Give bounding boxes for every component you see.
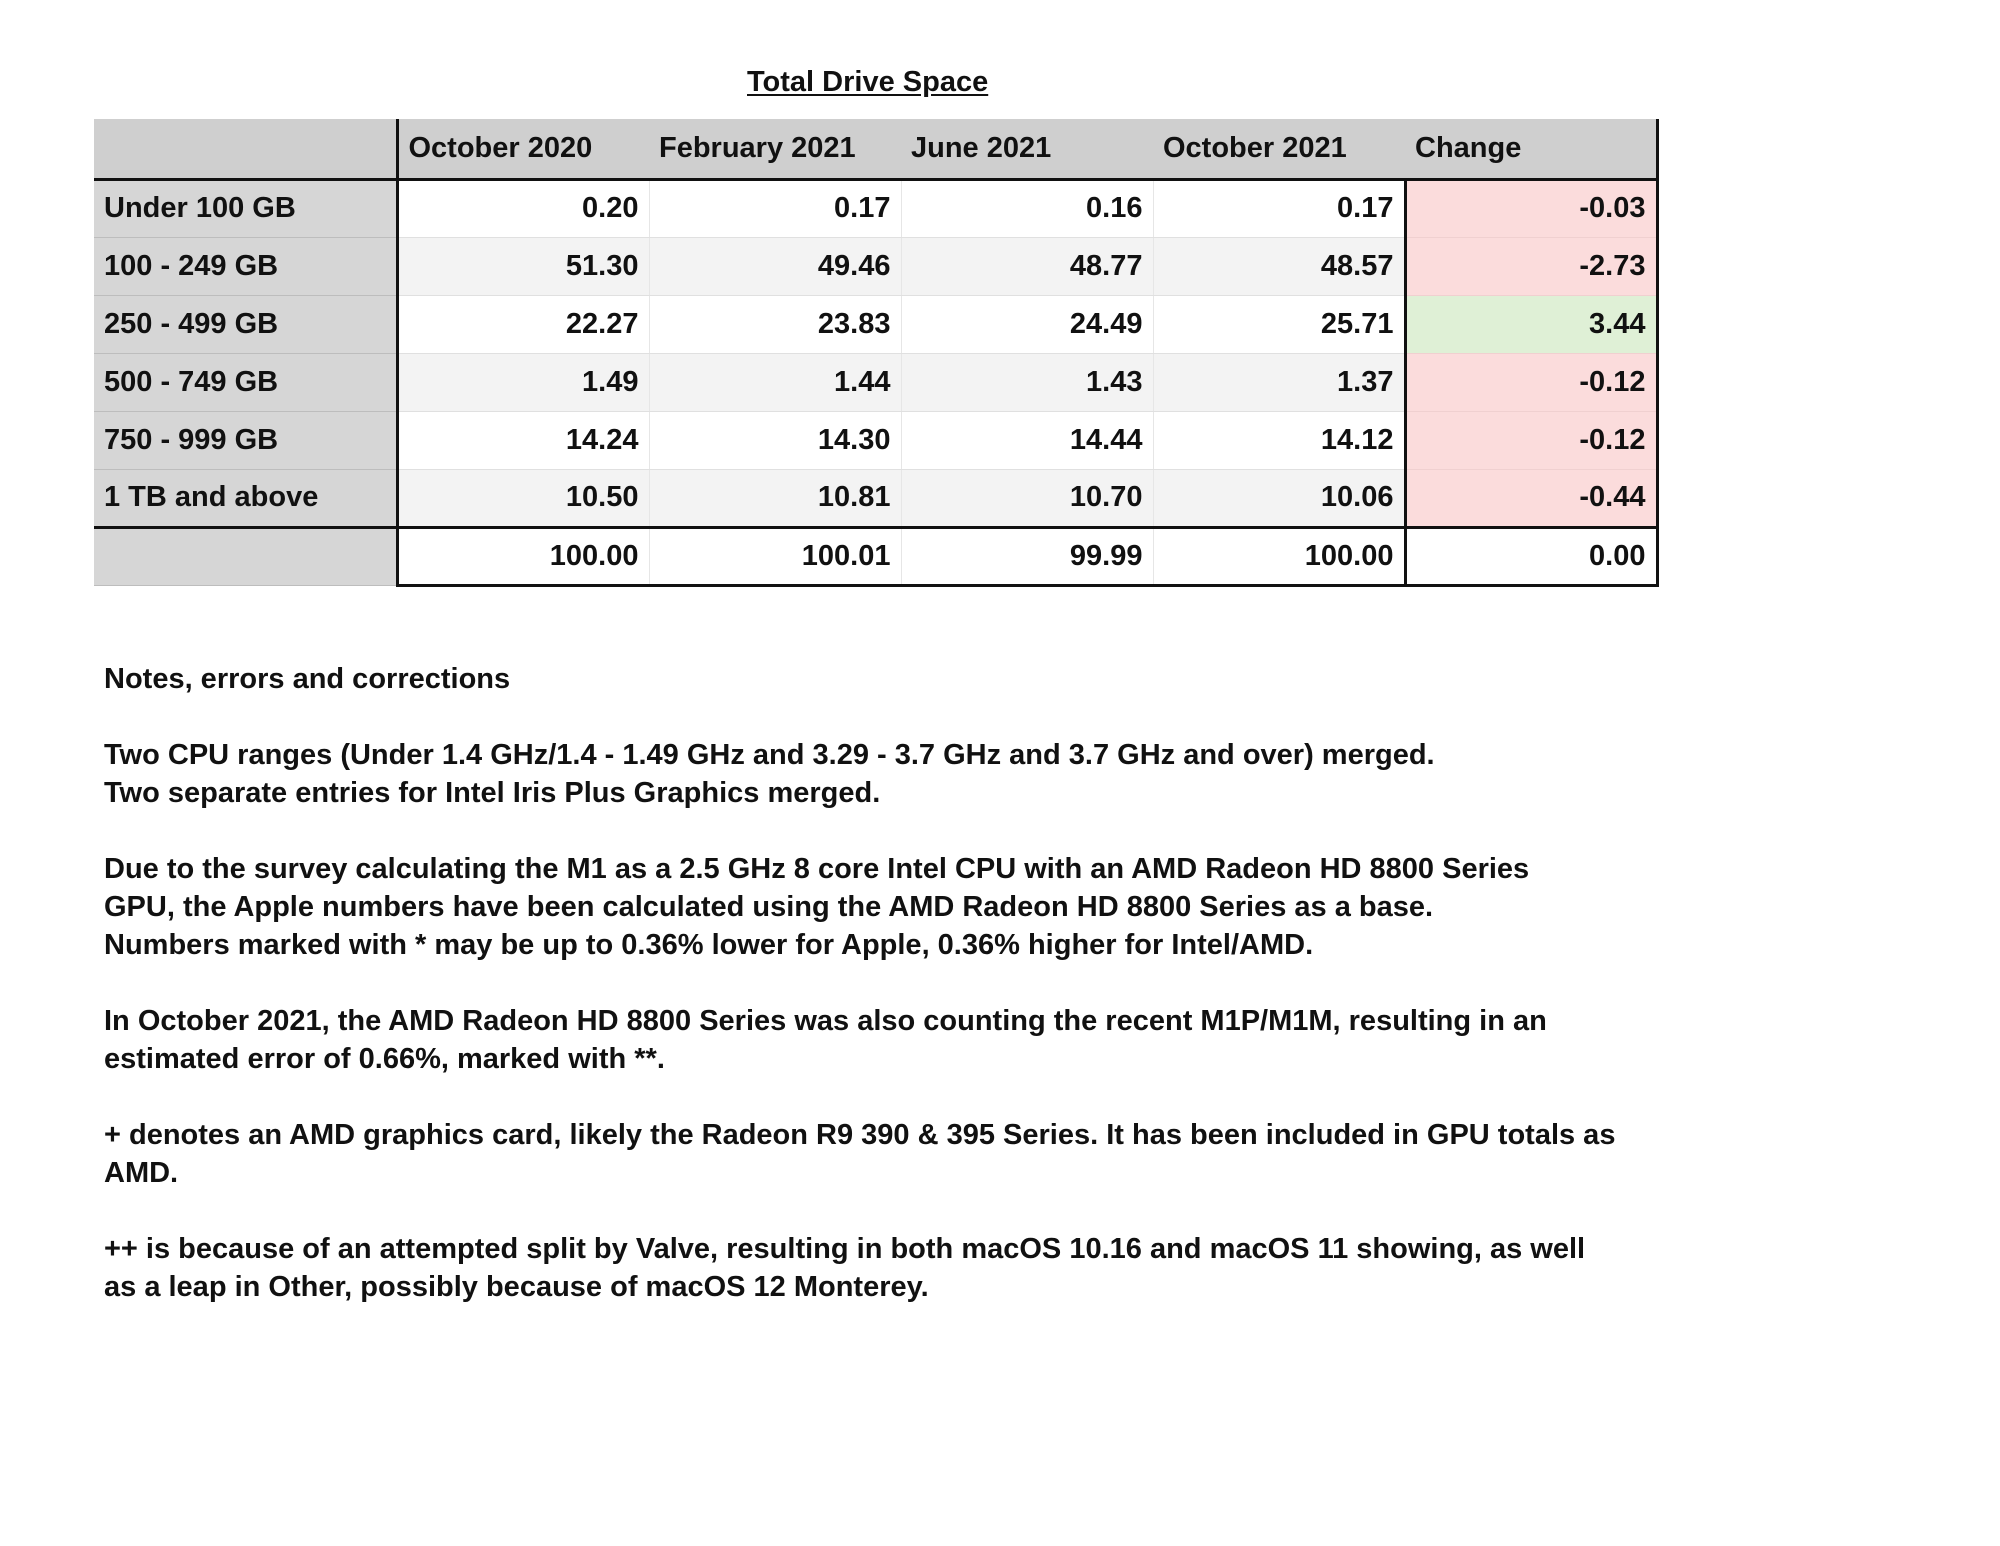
note-paragraph [104,850,1744,964]
table-row [94,237,1657,295]
value-cell: 1.43 [901,353,1153,411]
value-cell: 1.37 [1153,353,1405,411]
value-cell: 10.50 [397,469,649,527]
note-paragraph [104,1230,1744,1306]
value-cell: 48.57 [1153,237,1405,295]
table-row [94,295,1657,353]
row-label: 100 - 249 GB [94,237,397,295]
note-line: ++ is because of an attempted split by Valve, resulting in both macOS 10.16 and macOS 11 showing, as well [104,1233,1586,1265]
notes-section [104,660,1744,1344]
column-header-change: Change [1405,119,1657,179]
value-cell: 14.44 [901,411,1153,469]
table-row [94,353,1657,411]
table-header-corner [94,119,397,179]
value-cell: 49.46 [649,237,901,295]
change-cell: -0.12 [1405,353,1657,411]
column-header-october-2020: October 2020 [397,119,649,179]
column-header-june-2021: June 2021 [901,119,1153,179]
total-value-cell: 100.01 [649,527,901,585]
value-cell: 0.17 [1153,179,1405,237]
table-total-row [94,527,1657,585]
note-line: estimated error of 0.66%, marked with **. [104,1043,665,1075]
value-cell: 24.49 [901,295,1153,353]
total-row-label [94,527,397,585]
note-line: Two CPU ranges (Under 1.4 GHz/1.4 - 1.49 GHz and 3.29 - 3.7 GHz and 3.7 GHz and over) merged. [104,739,1435,771]
change-cell: -0.03 [1405,179,1657,237]
change-cell: 3.44 [1405,295,1657,353]
change-cell: -2.73 [1405,237,1657,295]
note-line: + denotes an AMD graphics card, likely the Radeon R9 390 & 395 Series. It has been included in GPU totals as [104,1119,1616,1151]
value-cell: 10.70 [901,469,1153,527]
value-cell: 10.06 [1153,469,1405,527]
row-label: 500 - 749 GB [94,353,397,411]
row-label: 1 TB and above [94,469,397,527]
table-row [94,179,1657,237]
note-paragraph [104,1116,1744,1192]
notes-body [104,736,1744,1306]
row-label: 250 - 499 GB [94,295,397,353]
row-label: Under 100 GB [94,179,397,237]
value-cell: 25.71 [1153,295,1405,353]
note-line: Numbers marked with * may be up to 0.36% lower for Apple, 0.36% higher for Intel/AMD. [104,929,1314,961]
note-line: In October 2021, the AMD Radeon HD 8800 Series was also counting the recent M1P/M1M, resulting in an [104,1005,1547,1037]
total-change-cell: 0.00 [1405,527,1657,585]
value-cell: 0.16 [901,179,1153,237]
column-header-february-2021: February 2021 [649,119,901,179]
drive-space-table [94,119,1659,587]
value-cell: 1.44 [649,353,901,411]
row-label: 750 - 999 GB [94,411,397,469]
note-line: Due to the survey calculating the M1 as a 2.5 GHz 8 core Intel CPU with an AMD Radeon HD 8800 Series [104,853,1530,885]
note-line: GPU, the Apple numbers have been calculated using the AMD Radeon HD 8800 Series as a base. [104,891,1434,923]
change-cell: -0.44 [1405,469,1657,527]
notes-heading: Notes, errors and corrections [104,663,511,695]
table-row [94,469,1657,527]
note-line: AMD. [104,1157,179,1189]
value-cell: 22.27 [397,295,649,353]
value-cell: 51.30 [397,237,649,295]
note-line: as a leap in Other, possibly because of macOS 12 Monterey. [104,1271,929,1303]
value-cell: 48.77 [901,237,1153,295]
change-cell: -0.12 [1405,411,1657,469]
drive-space-table-container [94,119,1659,587]
value-cell: 0.17 [649,179,901,237]
total-value-cell: 99.99 [901,527,1153,585]
value-cell: 1.49 [397,353,649,411]
value-cell: 23.83 [649,295,901,353]
note-line: Two separate entries for Intel Iris Plus Graphics merged. [104,777,881,809]
note-paragraph [104,736,1744,812]
value-cell: 0.20 [397,179,649,237]
note-paragraph [104,1002,1744,1078]
table-row [94,411,1657,469]
value-cell: 14.12 [1153,411,1405,469]
total-value-cell: 100.00 [1153,527,1405,585]
table-header-row [94,119,1657,179]
value-cell: 10.81 [649,469,901,527]
total-value-cell: 100.00 [397,527,649,585]
column-header-october-2021: October 2021 [1153,119,1405,179]
page-title: Total Drive Space [747,66,989,98]
value-cell: 14.24 [397,411,649,469]
value-cell: 14.30 [649,411,901,469]
